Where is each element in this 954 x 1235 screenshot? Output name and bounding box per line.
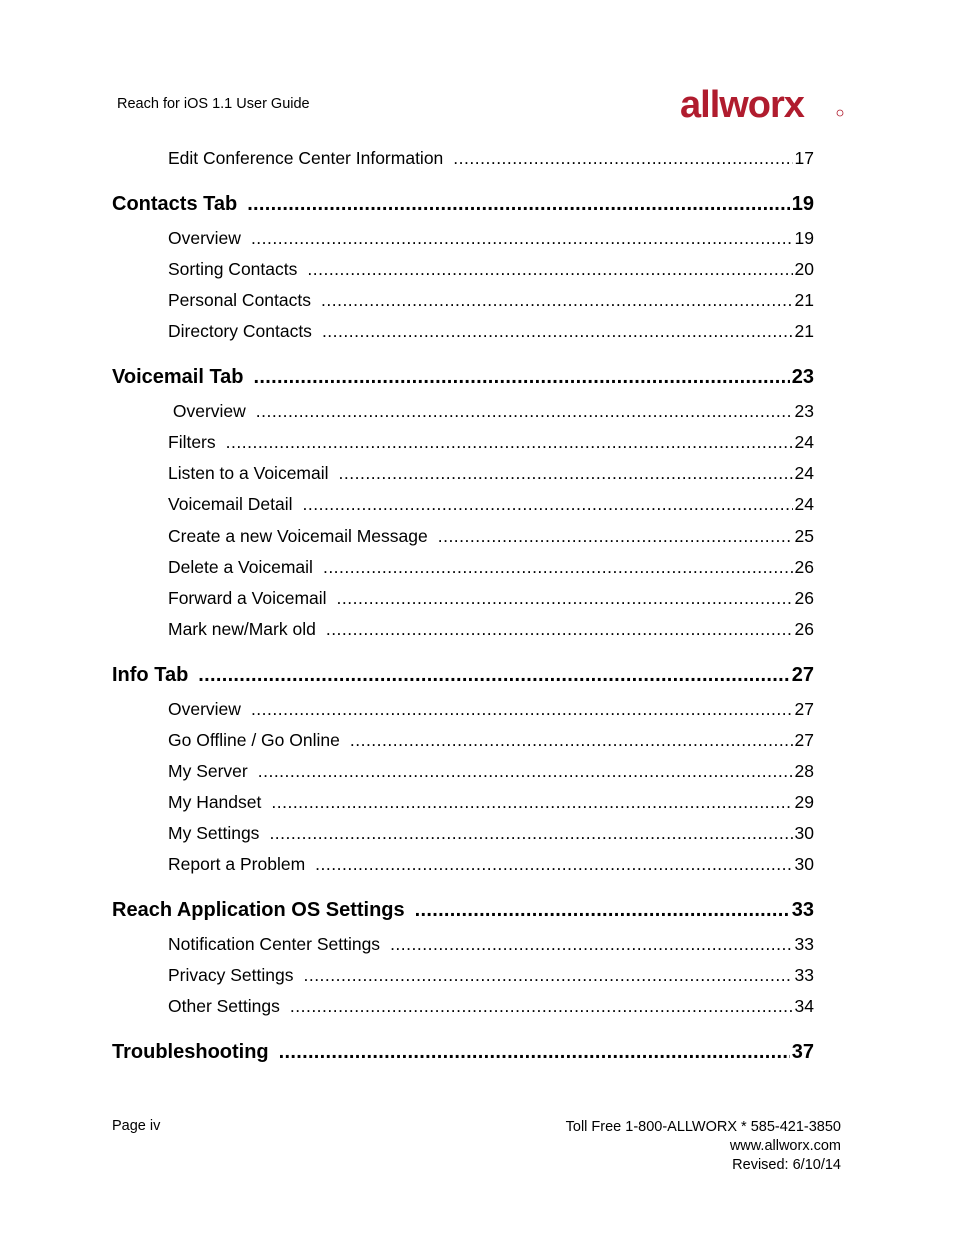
toc-leader-dots: [326, 619, 793, 640]
toc-entry-label: Listen to a Voicemail: [168, 463, 329, 483]
toc-entry-label: Edit Conference Center Information: [168, 148, 444, 168]
toc-leader-dots: [290, 996, 793, 1017]
toc-entry[interactable]: [168, 965, 814, 986]
toc-entry-label: My Settings: [168, 823, 260, 843]
toc-entry-label: Voicemail Tab: [112, 366, 244, 388]
footer-contact: [566, 1118, 841, 1175]
toc-entry[interactable]: [168, 259, 814, 280]
toc-entry[interactable]: [168, 148, 814, 169]
toc-entry[interactable]: [112, 899, 814, 922]
toc-entry-label: Forward a Voicemail: [168, 588, 327, 608]
toc-leader-dots: [315, 854, 792, 875]
toc-entry-label: Create a new Voicemail Message: [168, 526, 428, 546]
toc-leader-dots: [198, 664, 789, 687]
toc-entry-page: 26: [794, 588, 814, 608]
toc-entry-label: Overview: [168, 699, 241, 719]
toc-leader-dots: [337, 588, 793, 609]
toc-entry[interactable]: [168, 934, 814, 955]
toc-entry[interactable]: [168, 996, 814, 1017]
toc-entry[interactable]: [168, 557, 814, 578]
toc-entry[interactable]: [168, 823, 814, 844]
toc-entry-page: 24: [794, 494, 814, 514]
toc-entry-page: 33: [791, 899, 814, 921]
toc-entry-page: 27: [794, 699, 814, 719]
toc-leader-dots: [247, 193, 790, 216]
toc-entry-page: 21: [794, 321, 814, 341]
toc-entry-page: 34: [794, 996, 814, 1016]
toc-entry-page: 19: [791, 193, 814, 215]
toc-entry-label: Sorting Contacts: [168, 259, 298, 279]
toc-entry[interactable]: [168, 401, 814, 422]
guide-title: Reach for iOS 1.1 User Guide: [117, 96, 310, 112]
toc-entry[interactable]: [112, 1041, 814, 1064]
toc-entry-label: Voicemail Detail: [168, 494, 293, 514]
svg-text:allworx: allworx: [680, 84, 804, 124]
toc-entry[interactable]: [168, 854, 814, 875]
toc-leader-dots: [390, 934, 792, 955]
toc-entry-page: 26: [794, 557, 814, 577]
toc-entry[interactable]: [168, 494, 814, 515]
toc-entry-label: Filters: [168, 432, 216, 452]
toc-entry-label: Go Offline / Go Online: [168, 730, 340, 750]
toc-entry-page: 24: [794, 432, 814, 452]
toc-entry-label: Directory Contacts: [168, 321, 312, 341]
toc-entry-page: 27: [794, 730, 814, 750]
toc-leader-dots: [271, 792, 792, 813]
footer-revised: Revised: 6/10/14: [732, 1157, 841, 1173]
toc-entry-label: Other Settings: [168, 996, 280, 1016]
toc-entry[interactable]: [168, 228, 814, 249]
toc-entry-label: Info Tab: [112, 664, 189, 686]
footer-phone: Toll Free 1-800-ALLWORX * 585-421-3850: [565, 1119, 841, 1135]
toc-entry-page: 28: [794, 761, 814, 781]
toc-entry-label: Overview: [168, 228, 241, 248]
toc-entry-page: 30: [794, 854, 814, 874]
toc-entry-label: My Server: [168, 761, 248, 781]
toc-leader-dots: [339, 463, 793, 484]
toc-leader-dots: [251, 699, 793, 720]
toc-leader-dots: [322, 321, 793, 342]
toc-leader-dots: [307, 259, 792, 280]
toc-entry[interactable]: [168, 761, 814, 782]
footer-website: www.allworx.com: [729, 1138, 841, 1154]
page-number: Page iv: [112, 1118, 161, 1134]
toc-entry-label: Privacy Settings: [168, 965, 294, 985]
toc-leader-dots: [279, 1041, 790, 1064]
toc-entry-label: Troubleshooting: [112, 1041, 269, 1063]
toc-entry-page: 29: [794, 792, 814, 812]
toc-entry-label: Contacts Tab: [112, 193, 238, 215]
toc-entry-page: 33: [794, 965, 814, 985]
toc-entry[interactable]: [112, 664, 814, 687]
toc-leader-dots: [323, 557, 793, 578]
toc-entry-page: 23: [791, 366, 814, 388]
toc-entry[interactable]: [168, 730, 814, 751]
toc-entry-label: Overview: [168, 401, 246, 421]
toc-leader-dots: [254, 366, 790, 389]
toc-entry-label: Mark new/Mark old: [168, 619, 316, 639]
toc-entry-page: 27: [791, 664, 814, 686]
toc-entry-label: Notification Center Settings: [168, 934, 381, 954]
toc-leader-dots: [256, 401, 793, 422]
toc-entry-label: Reach Application OS Settings: [112, 899, 405, 921]
toc-leader-dots: [269, 823, 792, 844]
toc-leader-dots: [251, 228, 793, 249]
toc-entry[interactable]: [168, 432, 814, 453]
toc-entry[interactable]: [168, 588, 814, 609]
toc-entry-page: 24: [794, 463, 814, 483]
toc-leader-dots: [303, 494, 793, 515]
toc-leader-dots: [453, 148, 792, 169]
toc-entry[interactable]: [112, 193, 814, 216]
toc-leader-dots: [415, 899, 790, 922]
toc-entry-page: 20: [794, 259, 814, 279]
toc-leader-dots: [321, 290, 793, 311]
toc-entry[interactable]: [168, 699, 814, 720]
toc-entry-page: 21: [794, 290, 814, 310]
toc-entry-page: 23: [794, 401, 814, 421]
toc-leader-dots: [303, 965, 792, 986]
toc-leader-dots: [226, 432, 793, 453]
toc-entry[interactable]: [168, 321, 814, 342]
toc-entry[interactable]: [168, 463, 814, 484]
toc-entry[interactable]: [168, 619, 814, 640]
toc-entry-page: 19: [794, 228, 814, 248]
toc-leader-dots: [438, 526, 793, 547]
toc-entry[interactable]: [168, 526, 814, 547]
toc-entry-page: 26: [794, 619, 814, 639]
toc-entry-page: 37: [791, 1041, 814, 1063]
toc-entry-label: Personal Contacts: [168, 290, 311, 310]
toc-entry[interactable]: [168, 792, 814, 813]
toc-entry-page: 30: [794, 823, 814, 843]
toc-entry-label: My Handset: [168, 792, 262, 812]
toc-entry-page: 33: [794, 934, 814, 954]
toc-entry-label: Delete a Voicemail: [168, 557, 313, 577]
toc-entry-label: Report a Problem: [168, 854, 306, 874]
toc-entry[interactable]: [112, 366, 814, 389]
toc-entry[interactable]: [168, 290, 814, 311]
allworx-logo: [680, 84, 846, 124]
toc-entry-page: 25: [794, 526, 814, 546]
toc-leader-dots: [350, 730, 793, 751]
toc-leader-dots: [258, 761, 793, 782]
toc-entry-page: 17: [794, 148, 814, 168]
